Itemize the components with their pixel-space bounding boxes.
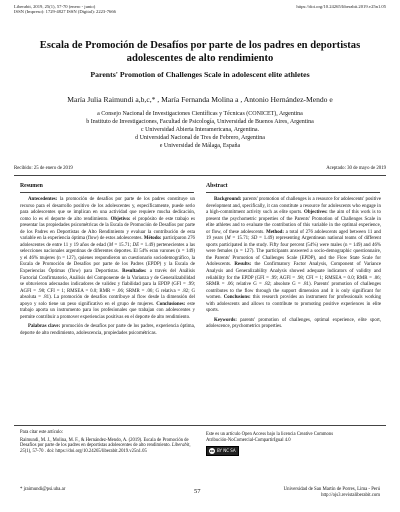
divider (20, 192, 194, 193)
text: the Confirmatory Factor Analysis, Component of Variance Analysis and Generalizability Analysis showed adequate indicators of validity and reliability for the EPDP (GFI = .99; AGFI = .98; CFI = 1; RMSEA = 0.0; RMR = .06; SRMR = .06; relative G = .82; absolute G = .81). Parents' promotion of challenges contributes to the flow through the support dimension and it is only significant for women. (206, 262, 381, 301)
text: a través del Análisis Factorial Confirmatorio, Análisis del Componente de la Varianza y de Generalizabilidad se obtuvieron adecuados indicadores de validez y fiabilidad para la EPDP (GFI = .99; AGFI = .98; CFI = 1; RMSEA = 0.0; RMR = .06; SRMR = .06; G relativa = .82; G absoluta = .81). La promoción de desafíos contribuye al flow desde la dimensión del apoyo y solo tiene un peso significativo en el grupo de mujeres. (20, 269, 195, 307)
label: Conclusions: (221, 295, 251, 301)
text: M (226, 236, 231, 242)
journal-header (14, 4, 116, 15)
resumen-paragraph (20, 197, 195, 321)
article-title: Escala de Promoción de Desafíos por parte de los padres en deportistas adolescentes de alto rendimiento (39, 40, 361, 64)
license-block (206, 432, 384, 456)
text: this research provides an instrument for professionals working with adolescents and allows to contribute to promoting positive experiences in elite sports. (206, 295, 381, 314)
license-row (206, 446, 384, 456)
article-subtitle: Parents' Promotion of Challenges Scale in adolescent elite athletes (90, 70, 310, 79)
text: the aim of this work is to present the psychometric properties of the Parents' Promotion of Challenges Scale in elite athletes and to evaluate the contribution of this variable in the optimal experience, or flow, of these adolescents. (206, 210, 381, 235)
label: Palabras clave: (28, 324, 61, 330)
publisher-name: Universidad de San Martín de Porres, Lima - Perú (283, 487, 380, 492)
label: Keywords: (214, 317, 237, 323)
text: parents' promotion of challenges, optimal experience, elite sport, adolescence, psychometrics properties. (206, 317, 381, 330)
accepted-date: Aceptado: 30 de mayo de 2019 (326, 166, 386, 171)
article-doi[interactable]: https://doi.org/10.24265/liberabit.2019.v25n1.05 (296, 4, 386, 9)
journal-issue: Liberabit, 2019, 25(1), 57-70 (enero - junio) (14, 4, 96, 9)
affiliation: c Universidad Abierta Interamericana, Argentina. (140, 127, 260, 134)
abstract-paragraph (206, 197, 381, 315)
label: Background: (214, 197, 242, 202)
text: = 15.71; (230, 236, 252, 242)
received-date: Recibido: 25 de enero de 2019 (14, 166, 73, 171)
citation-text (20, 438, 198, 455)
publisher-info (284, 487, 380, 498)
text: el propósito de este trabajo es presentar las propiedades psicométricas de la Escala de Promoción de Desafíos por parte de los Padres en Deportistas de Alto Rendimiento y evaluar la contribución de esta variable en la experiencia óptima (flow) de estos adolescentes. (20, 216, 195, 242)
divider (14, 425, 386, 426)
text: DE (132, 242, 140, 248)
cc-icon: cc (209, 449, 215, 454)
text: = 1.49) representing Argentinean national teams of different sports participated in the study. Fifty four percent (54%) were males (n = 149) and 46% were females (n = 127). The participants answered a socio-demographic questionnaire, the Parents' Promotion of Challenges Scale (EPDP), and the Flow State Scale for Adolescents. (206, 236, 381, 268)
affiliations (20, 110, 380, 150)
label: Objectives: (302, 210, 328, 216)
label: Method: (264, 229, 285, 235)
divider (206, 192, 380, 193)
affiliation: b Instituto de Investigaciones, Facultad de Psicología, Universidad de Buenos Aires, Argentina (86, 119, 314, 126)
affiliation: d Universidad Nacional de Tres de Febrero, Argentina (135, 135, 265, 142)
citation-block (20, 430, 198, 454)
text: M (108, 242, 113, 248)
text: a total of 276 adolescents aged between 11 and 19 years ( (206, 229, 381, 242)
affiliation: e Universidad de Málaga, España (159, 143, 241, 150)
page-number: 57 (194, 488, 201, 495)
affiliation: a Consejo Nacional de Investigaciones Científicas y Técnicas (CONICET), Argentina (97, 111, 303, 117)
license-text: Este es un artículo Open Access bajo la licencia Creative Commons (206, 432, 334, 437)
abstract-body (206, 197, 381, 331)
publisher-url[interactable]: http://ojs3.revistaliberabit.com (321, 492, 380, 498)
label: Resultados: (118, 269, 147, 275)
text: SD (251, 236, 258, 242)
text: = 1.49) pertenecientes a las selecciones nacionales argentinas de diferentes deportes. El 54% eran varones (n = 149) y el 46% mujeres (n = 127), quienes respondieron un cuestionario sociodemográfico, la Escala de Promoción de Desafíos por parte de los Padres (EPDP) y la Escala de Experiencias Óptimas (flow) para Deportistas. (20, 242, 195, 275)
text: participaron 276 adolescentes de entre 11 y 19 años de edad ( (20, 236, 195, 248)
corresponding-email[interactable]: * jraimundi@psi.uba.ar (20, 487, 66, 492)
text: la promoción de desafíos por parte de los padres constituye un recurso para el desarrollo positivo de los adolescentes y, específicamente, puede serlo para adolescentes que se implican en una actividad que requiere mucha dedicación, como lo es el deporte de alto rendimiento. (20, 197, 195, 222)
label: Results: (231, 262, 252, 268)
resumen-body (20, 197, 195, 337)
citation-label: Para citar este artículo: (20, 430, 64, 435)
journal-name: Liberabit, 25 (20, 443, 191, 454)
dates-row (14, 166, 386, 171)
abstract-heading: Abstract (206, 183, 228, 189)
text: parents' promotion of challenges is a resource for adolescents' positive development and, specifically, it can constitute a resource for adolescents who engage in a high-commitment activity such as elite sports. (206, 197, 381, 216)
text: = 15.71; (112, 242, 133, 248)
text: (1), 57-70 . doi: https://doi.org/10.24265/liberabit.2019.v25n1.05 (24, 448, 147, 454)
label: Conclusiones: (154, 301, 186, 307)
text: promoción de desafíos por parte de los padres, experiencia óptima, deporte de alto rendimiento, adolescencia, propiedades psicométricas. (20, 324, 195, 336)
label: Objetivo: (108, 216, 131, 222)
text: Raimundi, M. J., Molina, M. F., & Hernández-Mendo, A. (2019). Escala de Promoción de Desafíos por parte de los padres en deportistas adolescentes de alto rendimiento. (20, 437, 189, 449)
resumen-keywords (20, 324, 195, 337)
text: este trabajo aporta un instrumento para los profesionales que trabajan con adolescentes y permite contribuir a promover experiencias positivas en el deporte de alto rendimiento. (20, 301, 195, 320)
abstract-keywords (206, 318, 381, 331)
divider (14, 175, 386, 176)
resumen-heading: Resumen (20, 183, 43, 189)
label: Antecedentes: (28, 197, 58, 202)
label: Método: (142, 236, 162, 242)
author-list: María Julia Raimundi a,b,c,* , María Fernanda Molina a , Antonio Hernández-Mendo e (67, 95, 333, 104)
creative-commons-badge[interactable] (206, 446, 239, 456)
cc-badge-label: BY NC SA (217, 448, 236, 454)
journal-issn: ISSN (Impreso): 1729-4827 ISSN (Digital): 2223-7666 (14, 9, 116, 15)
license-text: Atribución-NoComercial-CompartirIgual 4.0 (206, 437, 291, 443)
